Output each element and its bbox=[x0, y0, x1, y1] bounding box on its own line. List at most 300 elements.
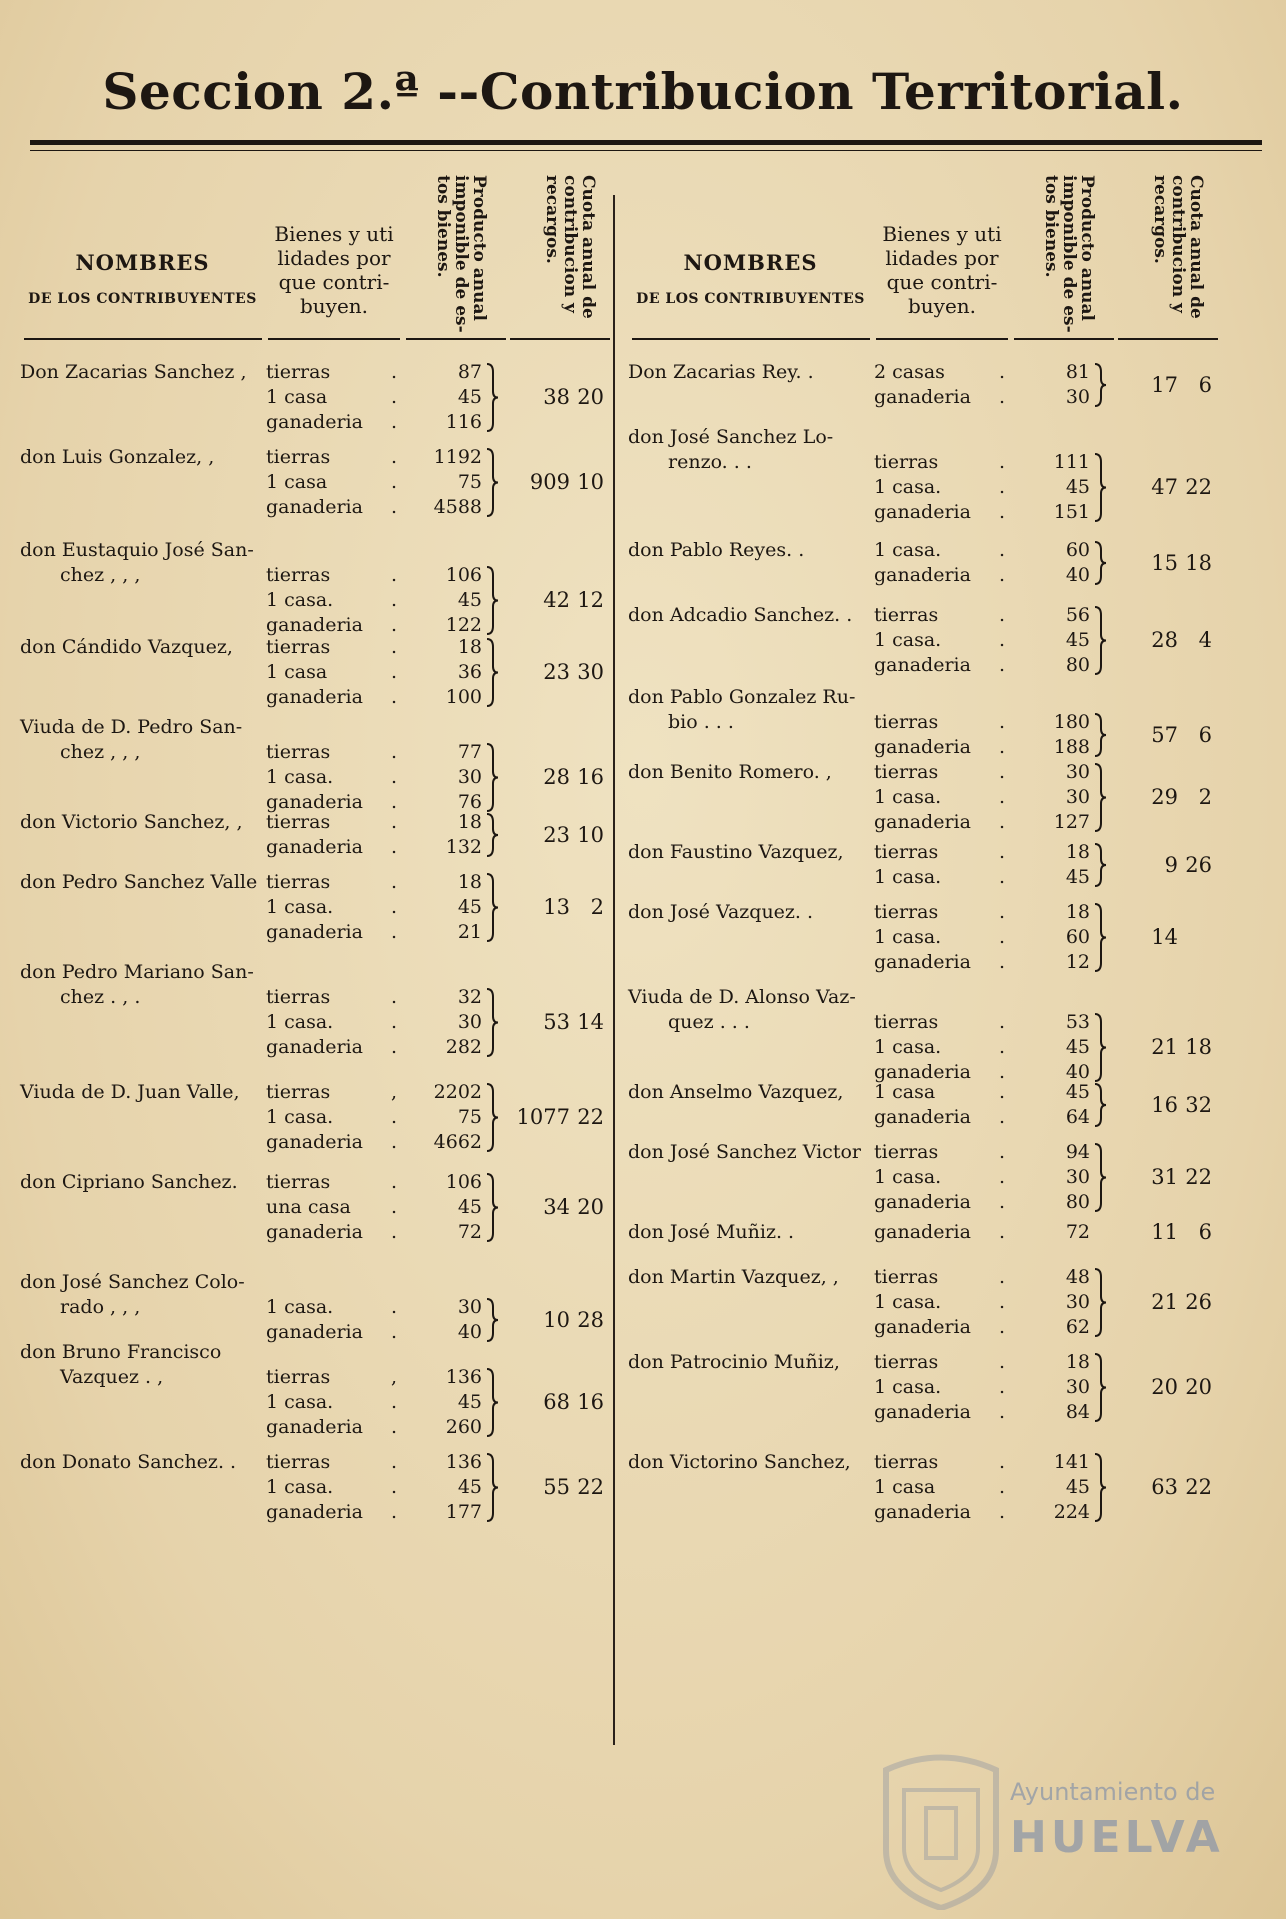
contributor-name: don Pablo Gonzalez Ru- bbox=[628, 686, 856, 708]
property-item: 1 casa . bbox=[266, 470, 386, 495]
property-item: ganaderia . bbox=[874, 1190, 994, 1215]
left-column-header bbox=[20, 160, 610, 340]
property-item: 1 casa . bbox=[874, 1080, 994, 1105]
annual-quota bbox=[1116, 1375, 1216, 1400]
taxable-value: 45 bbox=[1065, 476, 1090, 498]
taxable-value: 30 bbox=[1065, 1166, 1090, 1188]
leader-dot: . bbox=[998, 811, 1006, 833]
taxable-value: 260 bbox=[445, 1416, 482, 1438]
quota-fraction: 6 bbox=[1198, 372, 1212, 397]
annual-quota bbox=[1116, 551, 1216, 576]
quota-fraction: 2 bbox=[590, 895, 604, 919]
annual-quota bbox=[508, 588, 608, 613]
contributor-name: don José Vazquez. . bbox=[628, 901, 814, 923]
leader-dot: . bbox=[998, 361, 1006, 383]
header-producto: Producto anual imponible de es- tos bienes. bbox=[433, 175, 489, 333]
leader-dot: . bbox=[998, 1081, 1006, 1103]
contributor-name: quez . . . bbox=[668, 1011, 750, 1033]
leader-dot: . bbox=[390, 589, 398, 611]
leader-dot: . bbox=[390, 1036, 398, 1058]
quota-fraction: 6 bbox=[1198, 722, 1212, 747]
property-item: ganaderia . bbox=[874, 1220, 994, 1245]
quota-fraction: 10 bbox=[577, 470, 604, 494]
curly-brace bbox=[485, 362, 499, 433]
property-item: tierras . bbox=[266, 635, 386, 660]
curly-brace bbox=[1093, 762, 1107, 833]
leader-dot: . bbox=[998, 476, 1006, 498]
annual-quota bbox=[1116, 628, 1216, 653]
leader-dot: . bbox=[998, 736, 1006, 758]
annual-quota bbox=[1116, 785, 1216, 810]
annual-quota bbox=[1116, 475, 1216, 500]
quota-main: 23 bbox=[543, 660, 570, 684]
contributor-name: don Pablo Reyes. . bbox=[628, 539, 805, 561]
taxable-value: 45 bbox=[1065, 866, 1090, 888]
page-title: Seccion 2.ª --Contribucion Territorial. bbox=[102, 62, 1184, 121]
contributor-name: don Cándido Vazquez, bbox=[20, 636, 233, 658]
property-item: 1 casa . bbox=[266, 385, 386, 410]
property-item: tierras , bbox=[266, 1365, 386, 1390]
leader-dot: . bbox=[390, 791, 398, 813]
leader-dot: . bbox=[390, 1391, 398, 1413]
taxable-value: 151 bbox=[1053, 501, 1090, 523]
quota-main: 14 bbox=[1151, 925, 1178, 949]
leader-dot: . bbox=[390, 836, 398, 858]
leader-dot: . bbox=[998, 564, 1006, 586]
contributor-name: Viuda de D. Pedro San- bbox=[20, 716, 243, 738]
quota-main: 16 bbox=[1151, 1092, 1178, 1117]
quota-main: 57 bbox=[1151, 722, 1178, 747]
leader-dot: . bbox=[390, 446, 398, 468]
column-divider bbox=[613, 195, 615, 1745]
leader-dot: . bbox=[390, 471, 398, 493]
property-item: 1 casa. . bbox=[266, 1475, 386, 1500]
leader-dot: . bbox=[998, 1166, 1006, 1188]
curly-brace bbox=[485, 447, 499, 518]
quota-main: 34 bbox=[543, 1195, 570, 1219]
quota-main: 53 bbox=[543, 1010, 570, 1034]
annual-quota bbox=[508, 470, 608, 495]
curly-brace bbox=[1093, 1452, 1107, 1523]
property-item: tierras . bbox=[874, 1265, 994, 1290]
leader-dot: . bbox=[390, 1106, 398, 1128]
contributor-name: rado , , , bbox=[60, 1296, 141, 1318]
property-item: tierras . bbox=[874, 1350, 994, 1375]
curly-brace bbox=[485, 565, 499, 636]
quota-main: 1077 bbox=[516, 1105, 570, 1129]
annual-quota bbox=[1116, 853, 1216, 878]
curly-brace bbox=[485, 1082, 499, 1153]
curly-brace bbox=[485, 1172, 499, 1243]
curly-brace bbox=[1093, 1352, 1107, 1423]
property-item: ganaderia . bbox=[266, 1220, 386, 1245]
leader-dot: . bbox=[998, 1291, 1006, 1313]
header-rule bbox=[1014, 338, 1114, 340]
taxable-value: 188 bbox=[1053, 736, 1090, 758]
contributor-name: don José Sanchez Colo- bbox=[20, 1271, 245, 1293]
annual-quota bbox=[1116, 925, 1216, 950]
taxable-value: 136 bbox=[445, 1451, 482, 1473]
quota-main: 13 bbox=[543, 895, 570, 919]
property-item: tierras , bbox=[266, 1080, 386, 1105]
property-item: ganaderia . bbox=[266, 790, 386, 815]
title-rule-thick bbox=[30, 140, 1262, 145]
curly-brace bbox=[485, 1452, 499, 1523]
annual-quota bbox=[1116, 1290, 1216, 1315]
property-item: ganaderia . bbox=[874, 810, 994, 835]
property-item: 1 casa. . bbox=[874, 925, 994, 950]
curly-brace bbox=[485, 812, 499, 858]
taxable-value: 127 bbox=[1053, 811, 1090, 833]
quota-fraction: 2 bbox=[1198, 785, 1212, 809]
quota-fraction: 20 bbox=[577, 385, 604, 409]
leader-dot: . bbox=[390, 386, 398, 408]
contributor-name: don Victorino Sanchez, bbox=[628, 1451, 851, 1473]
property-item: 1 casa. . bbox=[266, 1010, 386, 1035]
leader-dot: . bbox=[390, 614, 398, 636]
curly-brace bbox=[1093, 1142, 1107, 1213]
curly-brace bbox=[1093, 605, 1107, 676]
header-cuota: Cuota anual de contribucion y recargos. bbox=[1150, 175, 1206, 319]
property-item: 1 casa . bbox=[874, 1475, 994, 1500]
leader-dot: . bbox=[390, 686, 398, 708]
taxable-value: 76 bbox=[457, 791, 482, 813]
quota-main: 47 bbox=[1151, 475, 1178, 499]
taxable-value: 48 bbox=[1065, 1266, 1090, 1288]
property-item: tierras . bbox=[874, 760, 994, 785]
taxable-value: 30 bbox=[457, 766, 482, 788]
property-item: tierras . bbox=[266, 740, 386, 765]
taxable-value: 136 bbox=[445, 1366, 482, 1388]
taxable-value: 45 bbox=[457, 1391, 482, 1413]
annual-quota bbox=[508, 765, 608, 790]
taxable-value: 60 bbox=[1065, 539, 1090, 561]
property-item: 1 casa. . bbox=[266, 895, 386, 920]
quota-fraction: 6 bbox=[1198, 1220, 1212, 1244]
property-item: ganaderia . bbox=[266, 613, 386, 638]
leader-dot: . bbox=[390, 1296, 398, 1318]
leader-dot: , bbox=[390, 1366, 398, 1388]
property-item: ganaderia . bbox=[266, 1035, 386, 1060]
contributor-name: don Cipriano Sanchez. bbox=[20, 1171, 238, 1193]
quota-fraction: 32 bbox=[1185, 1092, 1212, 1117]
quota-fraction: 26 bbox=[1185, 852, 1212, 877]
right-column-header bbox=[628, 160, 1218, 340]
taxable-value: 62 bbox=[1065, 1316, 1090, 1338]
annual-quota bbox=[508, 823, 608, 848]
property-item: ganaderia . bbox=[874, 500, 994, 525]
property-item: una casa . bbox=[266, 1195, 386, 1220]
contributor-name: Vazquez . , bbox=[60, 1366, 164, 1388]
taxable-value: 75 bbox=[457, 471, 482, 493]
taxable-value: 30 bbox=[1065, 1291, 1090, 1313]
leader-dot: . bbox=[998, 1141, 1006, 1163]
leader-dot: . bbox=[998, 1266, 1006, 1288]
quota-fraction: 22 bbox=[577, 1475, 604, 1499]
curly-brace bbox=[1093, 1267, 1107, 1338]
curly-brace bbox=[1093, 902, 1107, 973]
property-item: ganaderia . bbox=[266, 1130, 386, 1155]
quota-main: 68 bbox=[543, 1390, 570, 1414]
quota-main: 38 bbox=[543, 385, 570, 409]
property-item: ganaderia . bbox=[266, 1500, 386, 1525]
leader-dot: , bbox=[390, 1081, 398, 1103]
leader-dot: . bbox=[998, 1376, 1006, 1398]
quota-fraction: 30 bbox=[577, 660, 604, 684]
curly-brace bbox=[1093, 452, 1107, 523]
header-rule bbox=[632, 338, 870, 340]
contributor-name: bio . . . bbox=[668, 711, 734, 733]
leader-dot: . bbox=[998, 1011, 1006, 1033]
leader-dot: . bbox=[998, 386, 1006, 408]
leader-dot: . bbox=[998, 901, 1006, 923]
quota-fraction: 22 bbox=[1185, 1475, 1212, 1499]
taxable-value: 40 bbox=[457, 1321, 482, 1343]
quota-main: 17 bbox=[1151, 372, 1178, 397]
leader-dot: . bbox=[390, 986, 398, 1008]
contributor-name: chez , , , bbox=[60, 741, 141, 763]
leader-dot: . bbox=[998, 786, 1006, 808]
property-item: ganaderia . bbox=[266, 495, 386, 520]
property-item: ganaderia . bbox=[266, 1320, 386, 1345]
quota-fraction: 28 bbox=[577, 1307, 604, 1332]
property-item: 1 casa. . bbox=[266, 1105, 386, 1130]
quota-main: 28 bbox=[543, 765, 570, 789]
leader-dot: . bbox=[390, 921, 398, 943]
leader-dot: . bbox=[390, 661, 398, 683]
quota-main: 29 bbox=[1151, 785, 1178, 809]
taxable-value: 100 bbox=[445, 686, 482, 708]
leader-dot: . bbox=[998, 1106, 1006, 1128]
curly-brace bbox=[485, 1367, 499, 1438]
leader-dot: . bbox=[390, 811, 398, 833]
annual-quota bbox=[508, 895, 608, 920]
leader-dot: . bbox=[998, 1351, 1006, 1373]
taxable-value: 30 bbox=[1065, 761, 1090, 783]
leader-dot: . bbox=[998, 926, 1006, 948]
property-item: tierras . bbox=[874, 840, 994, 865]
contributor-name: Don Zacarias Rey. . bbox=[628, 361, 814, 383]
taxable-value: 106 bbox=[445, 564, 482, 586]
quota-main: 10 bbox=[543, 1307, 570, 1332]
property-item: 1 casa. . bbox=[874, 865, 994, 890]
title-rule-thin bbox=[30, 150, 1262, 151]
header-rule bbox=[876, 338, 1008, 340]
header-bienes: Bienes y uti lidades por que contri- buyen. bbox=[274, 222, 394, 318]
quota-main: 21 bbox=[1151, 1035, 1178, 1059]
annual-quota bbox=[1116, 373, 1216, 398]
taxable-value: 45 bbox=[457, 1196, 482, 1218]
leader-dot: . bbox=[998, 1191, 1006, 1213]
property-item: tierras . bbox=[266, 360, 386, 385]
quota-main: 23 bbox=[543, 822, 570, 847]
taxable-value: 111 bbox=[1053, 451, 1090, 473]
taxable-value: 64 bbox=[1065, 1106, 1090, 1128]
property-item: tierras . bbox=[266, 445, 386, 470]
property-item: tierras . bbox=[874, 1010, 994, 1035]
contributor-name: don Bruno Francisco bbox=[20, 1341, 222, 1363]
property-item: 1 casa. . bbox=[874, 1035, 994, 1060]
property-item: 1 casa. . bbox=[874, 1165, 994, 1190]
annual-quota bbox=[508, 1308, 608, 1333]
property-item: ganaderia . bbox=[874, 1315, 994, 1340]
taxable-value: 36 bbox=[457, 661, 482, 683]
property-item: ganaderia . bbox=[874, 1060, 994, 1085]
quota-main: 63 bbox=[1151, 1475, 1178, 1499]
annual-quota bbox=[508, 1390, 608, 1415]
taxable-value: 18 bbox=[1065, 1351, 1090, 1373]
property-item: ganaderia . bbox=[266, 685, 386, 710]
taxable-value: 4588 bbox=[433, 496, 482, 518]
contributor-name: don Adcadio Sanchez. . bbox=[628, 604, 853, 626]
leader-dot: . bbox=[390, 1196, 398, 1218]
leader-dot: . bbox=[390, 1476, 398, 1498]
property-item: tierras . bbox=[874, 450, 994, 475]
property-item: 1 casa. . bbox=[874, 628, 994, 653]
leader-dot: . bbox=[998, 1401, 1006, 1423]
quota-main: 9 bbox=[1164, 852, 1178, 877]
contributor-name: don Eustaquio José San- bbox=[20, 539, 254, 561]
property-item: 1 casa. . bbox=[874, 1290, 994, 1315]
quota-fraction: 18 bbox=[1185, 1035, 1212, 1059]
leader-dot: . bbox=[998, 866, 1006, 888]
annual-quota bbox=[508, 1010, 608, 1035]
taxable-value: 72 bbox=[457, 1221, 482, 1243]
property-item: 1 casa. . bbox=[266, 588, 386, 613]
leader-dot: . bbox=[998, 1036, 1006, 1058]
property-item: ganaderia . bbox=[874, 1400, 994, 1425]
leader-dot: . bbox=[998, 951, 1006, 973]
property-item: ganaderia . bbox=[874, 653, 994, 678]
taxable-value: 224 bbox=[1053, 1501, 1090, 1523]
property-item: tierras . bbox=[874, 710, 994, 735]
header-rule bbox=[1118, 338, 1218, 340]
property-item: tierras . bbox=[266, 1170, 386, 1195]
header-bienes: Bienes y uti lidades por que contri- buyen. bbox=[882, 222, 1002, 318]
contributor-name: Viuda de D. Juan Valle, bbox=[20, 1081, 240, 1103]
leader-dot: . bbox=[390, 1171, 398, 1193]
property-item: 1 casa. . bbox=[874, 1375, 994, 1400]
watermark-line2: HUELVA bbox=[1010, 1812, 1224, 1863]
quota-fraction: 20 bbox=[1185, 1375, 1212, 1399]
curly-brace bbox=[485, 872, 499, 943]
taxable-value: 30 bbox=[1065, 386, 1090, 408]
leader-dot: . bbox=[998, 1476, 1006, 1498]
quota-main: 11 bbox=[1151, 1220, 1178, 1244]
header-names-small: DE LOS CONTRIBUYENTES bbox=[636, 291, 865, 307]
contributor-name: don Victorio Sanchez, , bbox=[20, 811, 243, 833]
taxable-value: 87 bbox=[457, 361, 482, 383]
annual-quota bbox=[508, 660, 608, 685]
watermark-line1: Ayuntamiento de bbox=[1010, 1778, 1216, 1806]
leader-dot: . bbox=[390, 766, 398, 788]
header-names bbox=[20, 250, 265, 307]
leader-dot: . bbox=[390, 411, 398, 433]
taxable-value: 75 bbox=[457, 1106, 482, 1128]
taxable-value: 30 bbox=[1065, 786, 1090, 808]
quota-fraction: 14 bbox=[577, 1010, 604, 1034]
contributor-name: don Anselmo Vazquez, bbox=[628, 1081, 844, 1103]
annual-quota bbox=[1116, 1093, 1216, 1118]
taxable-value: 45 bbox=[457, 386, 482, 408]
leader-dot: . bbox=[998, 539, 1006, 561]
property-item: tierras . bbox=[874, 1140, 994, 1165]
annual-quota bbox=[508, 1475, 608, 1500]
leader-dot: . bbox=[390, 636, 398, 658]
leader-dot: . bbox=[998, 1316, 1006, 1338]
taxable-value: 40 bbox=[1065, 564, 1090, 586]
property-item: ganaderia . bbox=[266, 920, 386, 945]
property-item: ganaderia . bbox=[874, 1105, 994, 1130]
property-item: tierras . bbox=[266, 870, 386, 895]
quota-fraction: 4 bbox=[1198, 628, 1212, 652]
taxable-value: 45 bbox=[457, 896, 482, 918]
leader-dot: . bbox=[998, 841, 1006, 863]
taxable-value: 80 bbox=[1065, 654, 1090, 676]
leader-dot: . bbox=[390, 1131, 398, 1153]
property-item: ganaderia . bbox=[874, 950, 994, 975]
leader-dot: . bbox=[390, 1416, 398, 1438]
quota-fraction: 22 bbox=[577, 1105, 604, 1129]
curly-brace bbox=[485, 987, 499, 1058]
taxable-value: 40 bbox=[1065, 1061, 1090, 1083]
leader-dot: . bbox=[998, 711, 1006, 733]
curly-brace bbox=[485, 1297, 499, 1343]
quota-main: 55 bbox=[543, 1475, 570, 1499]
taxable-value: 45 bbox=[457, 1476, 482, 1498]
leader-dot: . bbox=[998, 604, 1006, 626]
annual-quota bbox=[1116, 1220, 1216, 1245]
leader-dot: . bbox=[998, 451, 1006, 473]
header-cuota: Cuota anual de contribucion y recargos. bbox=[542, 175, 598, 319]
annual-quota bbox=[508, 1195, 608, 1220]
property-item: tierras . bbox=[266, 985, 386, 1010]
contributor-name: Viuda de D. Alonso Vaz- bbox=[628, 986, 856, 1008]
property-item: ganaderia . bbox=[874, 1500, 994, 1525]
property-item: tierras . bbox=[266, 1450, 386, 1475]
contributor-name: don Faustino Vazquez, bbox=[628, 841, 844, 863]
quota-main: 28 bbox=[1151, 628, 1178, 652]
quota-fraction: 26 bbox=[1185, 1290, 1212, 1314]
header-rule bbox=[510, 338, 610, 340]
taxable-value: 4662 bbox=[433, 1131, 482, 1153]
leader-dot: . bbox=[390, 1011, 398, 1033]
annual-quota bbox=[508, 385, 608, 410]
leader-dot: . bbox=[998, 1501, 1006, 1523]
curly-brace bbox=[1093, 712, 1107, 758]
property-item: ganaderia . bbox=[266, 835, 386, 860]
taxable-value: 12 bbox=[1065, 951, 1090, 973]
contributor-name: don Pedro Sanchez Valle bbox=[20, 871, 258, 893]
taxable-value: 30 bbox=[457, 1296, 482, 1318]
leader-dot: . bbox=[998, 1221, 1006, 1243]
taxable-value: 60 bbox=[1065, 926, 1090, 948]
property-item: tierras . bbox=[874, 900, 994, 925]
leader-dot: . bbox=[998, 1061, 1006, 1083]
leader-dot: . bbox=[390, 1321, 398, 1343]
quota-main: 20 bbox=[1151, 1375, 1178, 1399]
property-item: 1 casa. . bbox=[266, 1295, 386, 1320]
taxable-value: 53 bbox=[1065, 1011, 1090, 1033]
annual-quota bbox=[1116, 1035, 1216, 1060]
taxable-value: 77 bbox=[457, 741, 482, 763]
leader-dot: . bbox=[390, 496, 398, 518]
quota-fraction: 16 bbox=[577, 1390, 604, 1414]
taxable-value: 21 bbox=[457, 921, 482, 943]
leader-dot: . bbox=[998, 654, 1006, 676]
leader-dot: . bbox=[390, 361, 398, 383]
annual-quota bbox=[1116, 1165, 1216, 1190]
